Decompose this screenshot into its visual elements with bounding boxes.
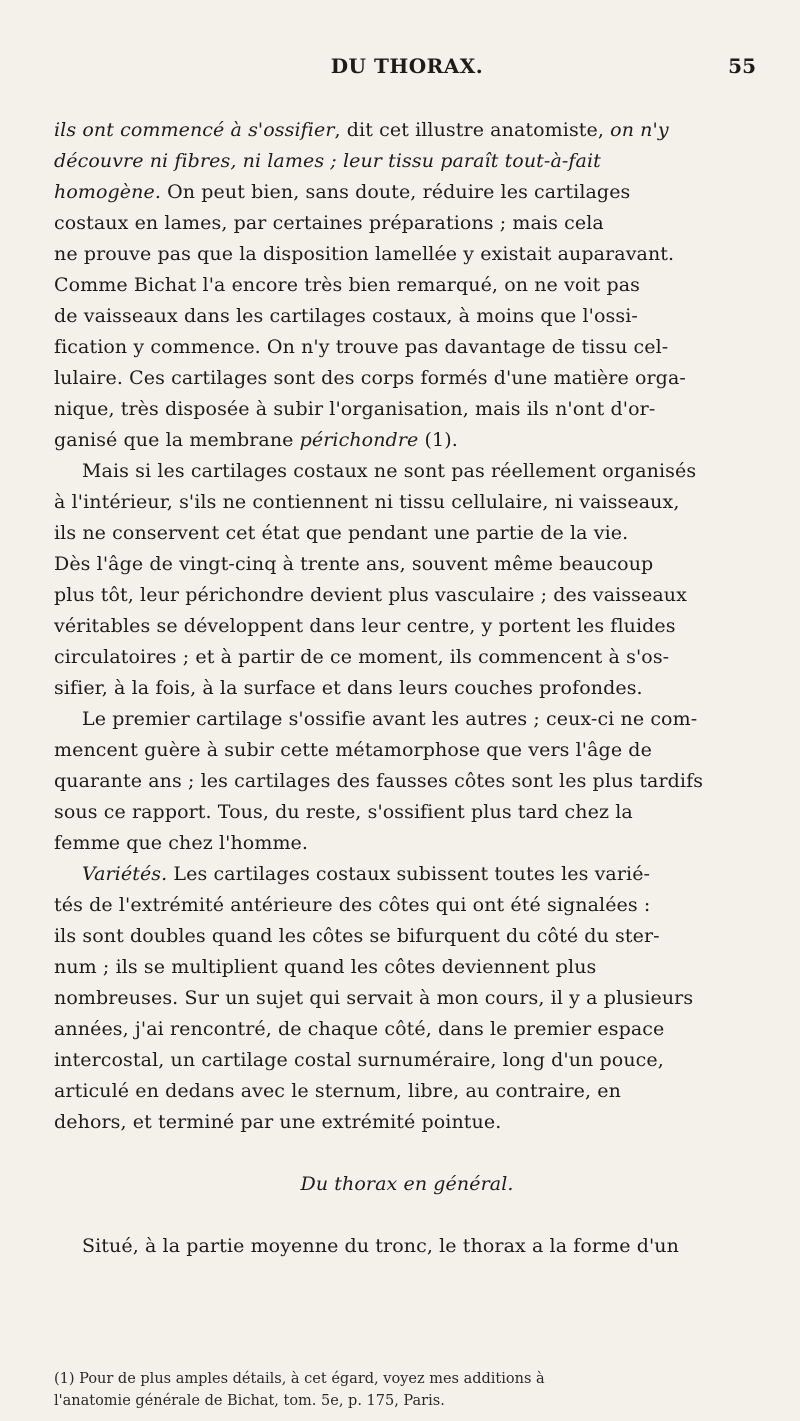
text-segment: ne prouve pas que la disposition lamellée y existait auparavant. xyxy=(54,243,675,265)
book-page xyxy=(54,20,760,1409)
text-line xyxy=(54,239,760,270)
running-head: DU THORAX. xyxy=(330,54,484,78)
text-segment: Le premier cartilage s'ossifie avant les autres ; ceux-ci ne com- xyxy=(82,708,698,730)
text-line xyxy=(54,1076,760,1107)
text-line: Situé, à la partie moyenne du tronc, le thorax a la forme d'un xyxy=(82,1235,679,1257)
text-segment: articulé en dedans avec le sternum, libre, au contraire, en xyxy=(54,1080,621,1102)
text-segment: (1). xyxy=(418,429,458,451)
text-line xyxy=(54,518,760,549)
text-segment: ils ne conservent cet état que pendant une partie de la vie. xyxy=(54,522,629,544)
text-segment: Les cartilages costaux subissent toutes les varié- xyxy=(167,863,651,885)
italic-text: on n'y xyxy=(610,119,669,141)
text-segment: fication y commence. On n'y trouve pas davantage de tissu cel- xyxy=(54,336,669,358)
text-segment: véritables se développent dans leur centre, y portent les fluides xyxy=(54,615,676,637)
text-line xyxy=(54,146,760,177)
body-text xyxy=(54,115,760,1262)
italic-text: périchondre xyxy=(299,429,419,451)
text-line xyxy=(54,1045,760,1076)
text-segment: sous ce rapport. Tous, du reste, s'ossifient plus tard chez la xyxy=(54,801,633,823)
text-line xyxy=(54,828,760,859)
text-segment: nique, très disposée à subir l'organisation, mais ils n'ont d'or- xyxy=(54,398,656,420)
text-line xyxy=(54,642,760,673)
text-line xyxy=(54,270,760,301)
section-spacer xyxy=(54,1200,760,1231)
text-segment: Comme Bichat l'a encore très bien remarqué, on ne voit pas xyxy=(54,274,640,296)
text-segment: intercostal, un cartilage costal surnuméraire, long d'un pouce, xyxy=(54,1049,664,1071)
footnote-line: l'anatomie générale de Bichat, tom. 5e, p. 175, Paris. xyxy=(54,1393,445,1409)
text-line xyxy=(54,735,760,766)
text-line xyxy=(54,425,760,456)
text-line xyxy=(54,1107,760,1138)
section-title: Du thorax en général. xyxy=(300,1173,514,1195)
text-line xyxy=(54,890,760,921)
text-line xyxy=(54,766,760,797)
text-segment: mencent guère à subir cette métamorphose que vers l'âge de xyxy=(54,739,652,761)
text-line xyxy=(54,580,760,611)
text-segment: Mais si les cartilages costaux ne sont pas réellement organisés xyxy=(82,460,697,482)
text-line xyxy=(54,983,760,1014)
italic-text: ils ont commencé à s'ossifier xyxy=(54,119,335,141)
footnote-line: (1) Pour de plus amples détails, à cet égard, voyez mes additions à xyxy=(54,1371,545,1387)
text-segment: tés de l'extrémité antérieure des côtes qui ont été signalées : xyxy=(54,894,651,916)
text-segment: ils sont doubles quand les côtes se bifurquent du côté du ster- xyxy=(54,925,660,947)
text-segment: femme que chez l'homme. xyxy=(54,832,309,854)
italic-text: découvre ni fibres, ni lames ; leur tissu paraît tout-à-fait xyxy=(54,150,601,172)
text-line xyxy=(54,363,760,394)
text-segment: quarante ans ; les cartilages des fausses côtes sont les plus tardifs xyxy=(54,770,704,792)
text-line xyxy=(54,208,760,239)
text-line xyxy=(54,797,760,828)
text-line xyxy=(54,952,760,983)
text-segment: nombreuses. Sur un sujet qui servait à mon cours, il y a plusieurs xyxy=(54,987,694,1009)
text-line xyxy=(54,115,760,146)
text-line xyxy=(54,704,760,735)
text-segment: sifier, à la fois, à la surface et dans leurs couches profondes. xyxy=(54,677,643,699)
page-header xyxy=(54,20,760,78)
text-line xyxy=(54,487,760,518)
text-line xyxy=(54,394,760,425)
text-segment: à l'intérieur, s'ils ne contiennent ni tissu cellulaire, ni vaisseaux, xyxy=(54,491,680,513)
italic-text: homogène. xyxy=(54,181,161,203)
text-segment: de vaisseaux dans les cartilages costaux, à moins que l'ossi- xyxy=(54,305,638,327)
text-segment: , dit cet illustre anatomiste, xyxy=(334,119,611,141)
text-segment: ganisé que la membrane xyxy=(54,429,300,451)
text-segment: années, j'ai rencontré, de chaque côté, dans le premier espace xyxy=(54,1018,665,1040)
text-segment: dehors, et terminé par une extrémité pointue. xyxy=(54,1111,502,1133)
text-line xyxy=(54,177,760,208)
text-line xyxy=(54,859,760,890)
text-segment: lulaire. Ces cartilages sont des corps formés d'une matière orga- xyxy=(54,367,686,389)
page-number: 55 xyxy=(728,54,756,78)
text-line xyxy=(54,549,760,580)
text-segment: On peut bien, sans doute, réduire les cartilages xyxy=(160,181,631,203)
text-segment: costaux en lames, par certaines préparations ; mais cela xyxy=(54,212,604,234)
text-line xyxy=(54,456,760,487)
text-segment: plus tôt, leur périchondre devient plus vasculaire ; des vaisseaux xyxy=(54,584,687,606)
text-segment: Dès l'âge de vingt-cinq à trente ans, souvent même beaucoup xyxy=(54,553,654,575)
text-segment: num ; ils se multiplient quand les côtes deviennent plus xyxy=(54,956,597,978)
section-spacer xyxy=(54,1138,760,1169)
italic-text: Variétés. xyxy=(82,863,168,885)
text-line xyxy=(54,1014,760,1045)
text-line xyxy=(54,921,760,952)
text-line xyxy=(54,332,760,363)
text-line xyxy=(54,611,760,642)
text-line xyxy=(54,301,760,332)
text-line xyxy=(54,673,760,704)
text-segment: circulatoires ; et à partir de ce moment, ils commencent à s'os- xyxy=(54,646,670,668)
footnote xyxy=(54,1368,760,1412)
